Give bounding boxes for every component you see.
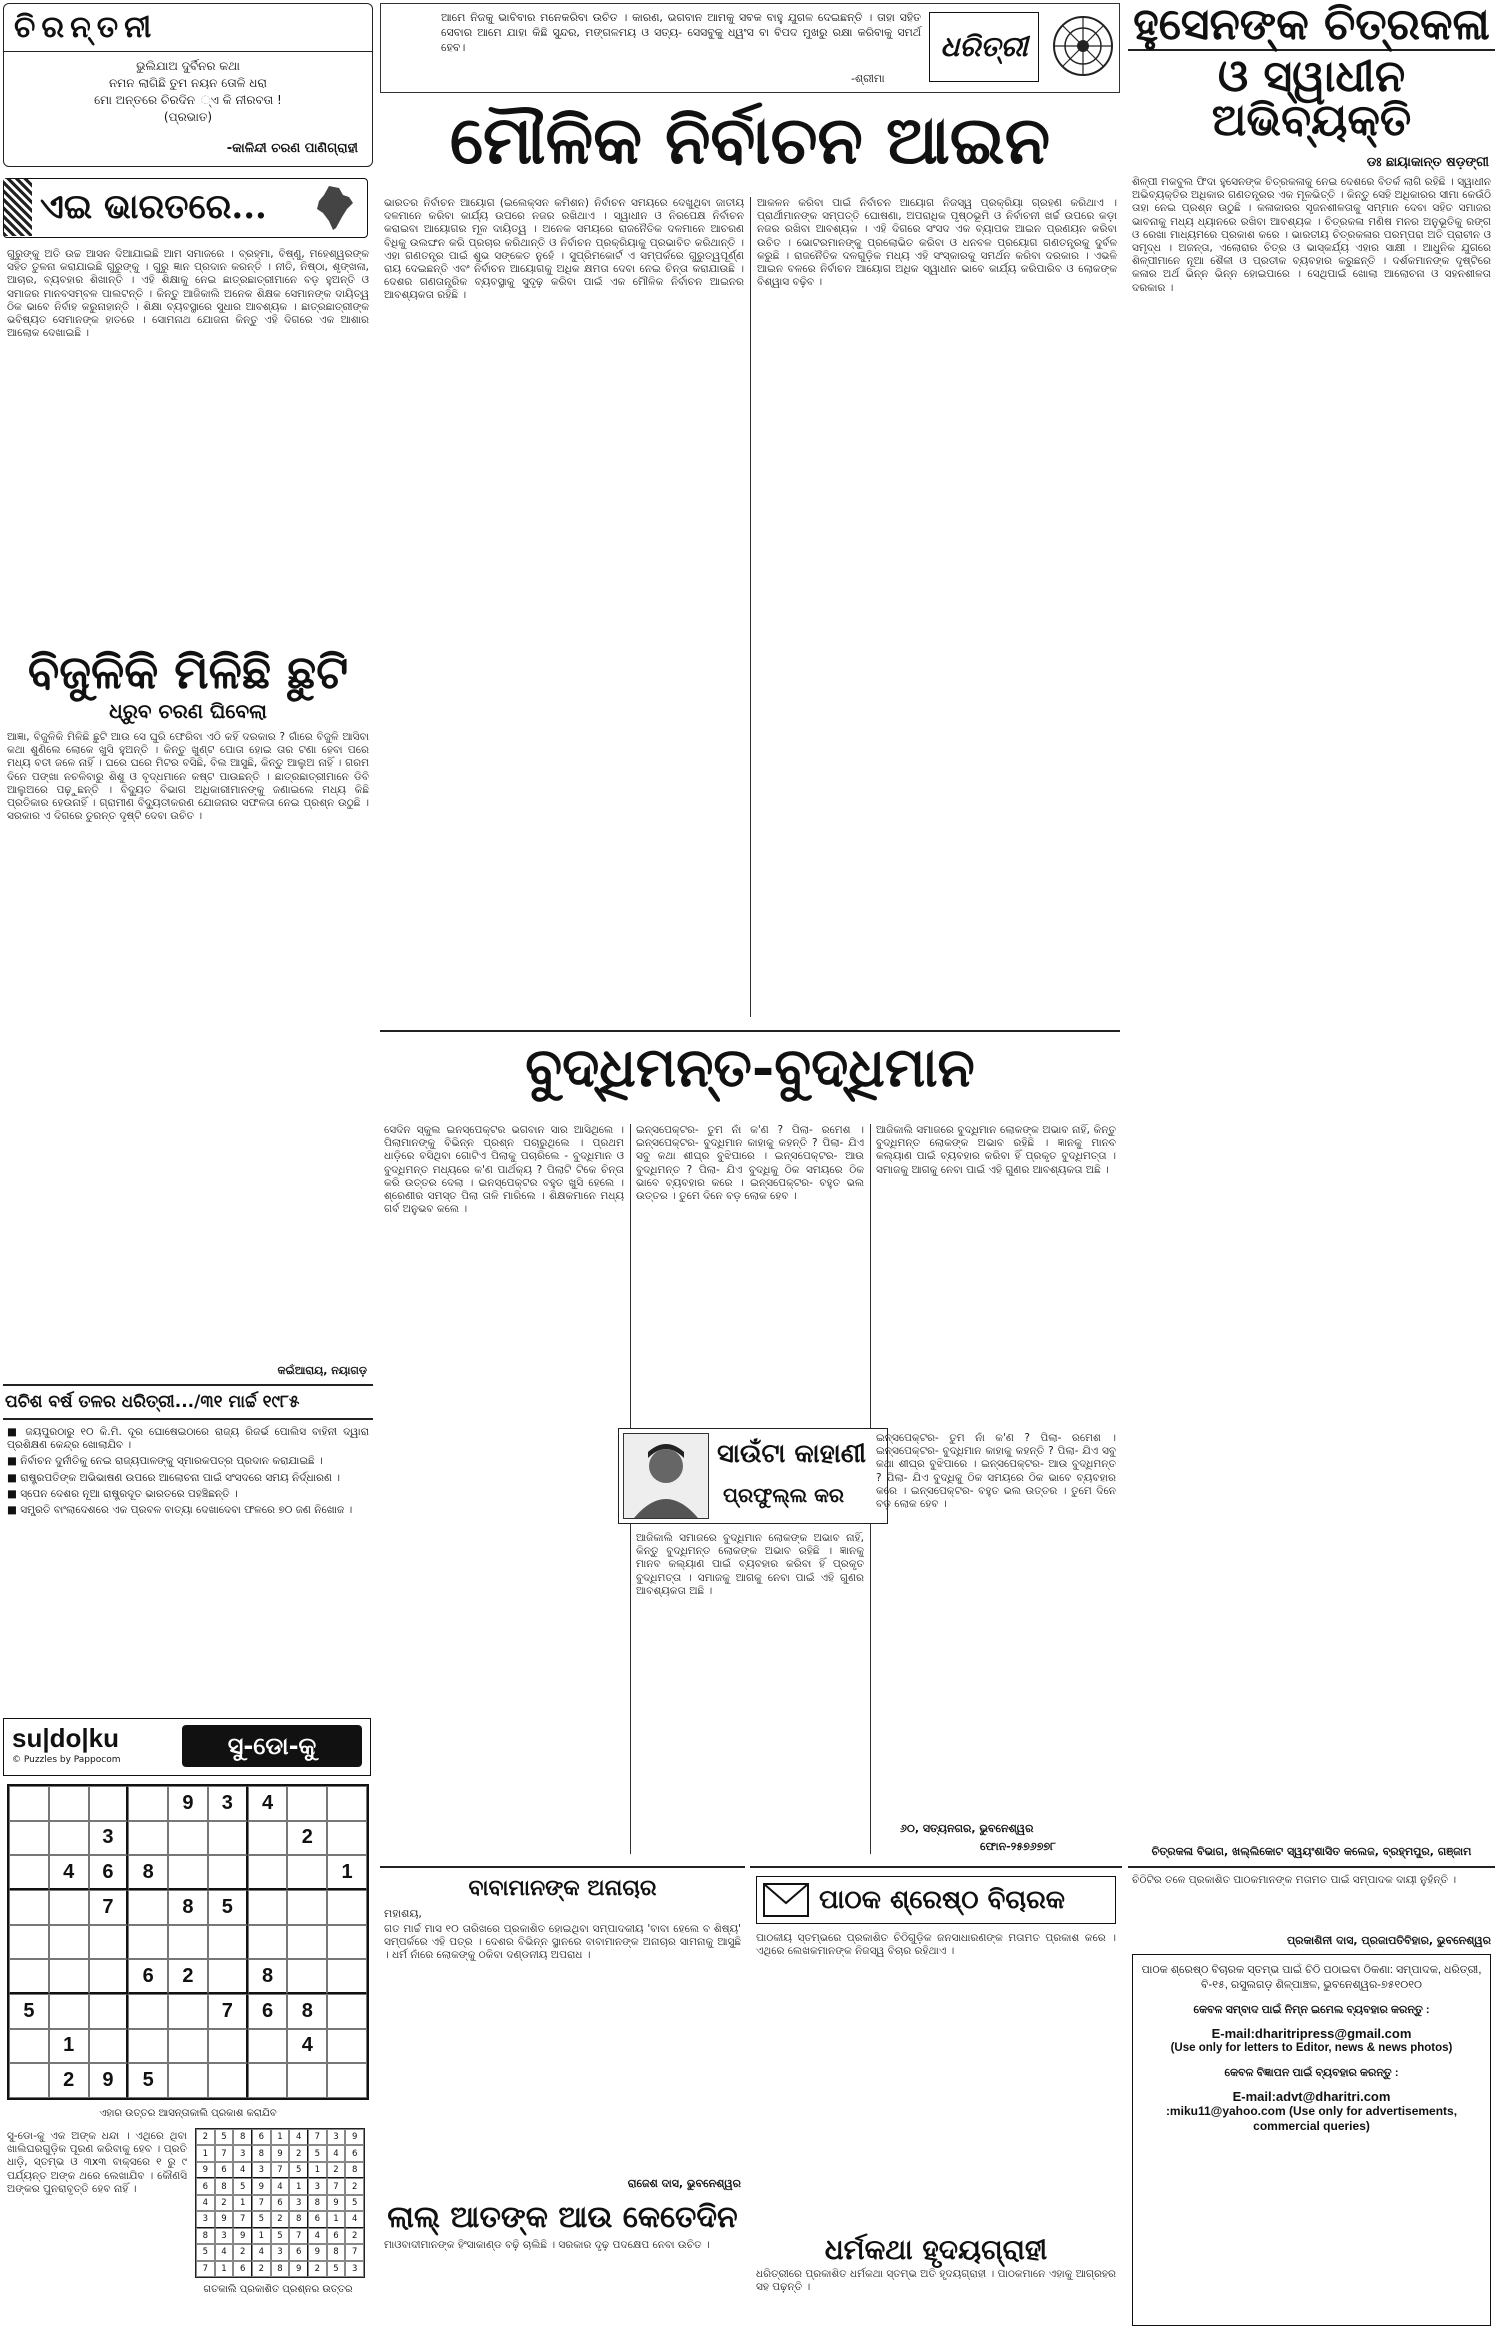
sudoku-cell[interactable]: [287, 2063, 327, 2098]
chirantani-title: ଚିରନ୍ତନୀ: [4, 4, 372, 52]
solution-cell: 1: [233, 2195, 252, 2211]
masthead: [380, 3, 1120, 93]
news-item-text: ରାଷ୍ଟ୍ରପତିଙ୍କ ଅଭିଭାଷଣ ଉପରେ ଆଲୋଚନା ପାଇଁ ସଂସଦରେ ସମୟ ନିର୍ଦ୍ଧାରଣ ।: [20, 1471, 340, 1484]
solution-cell: 6: [252, 2129, 271, 2145]
pachisha-list: [3, 1420, 373, 1526]
letter-salutation: ମହାଶୟ,: [384, 1907, 422, 1920]
solution-cell: 8: [252, 2145, 271, 2161]
sudoku-instructions: ସୁ-ଡୋ-କୁ ଏକ ଅଙ୍କ ଧନ୍ଦା । ଏଥିରେ ଥିବା ଖାଲିଘରଗୁଡ଼ିକ ପୂରଣ କରିବାକୁ ହେବ । ପ୍ରତି ଧାଡ଼ି, ସ୍ତମ୍ଭ ଓ ୩x୩ ବାକ୍ସରେ ୧ ରୁ ୯ ପର୍ଯ୍ୟନ୍ତ ଅଙ୍କ ଥରେ ଲେଖାଯିବ । କୌଣସି ଅଙ୍କର ପୁନରାବୃତ୍ତି ହେବ ନାହିଁ ।: [7, 2130, 187, 2195]
solution-cell: 3: [289, 2195, 308, 2211]
saunta-author: ପ୍ରଫୁଲ୍ଲ କର: [723, 1483, 845, 1507]
sudoku-cell[interactable]: 4: [248, 1786, 288, 1821]
solution-cell: 2: [289, 2145, 308, 2161]
solution-cell: 7: [196, 2261, 215, 2277]
letters-right: [750, 1866, 1122, 2336]
solution-cell: 9: [289, 2261, 308, 2277]
sudoku-cell[interactable]: [208, 1821, 248, 1856]
solution-cell: 1: [215, 2261, 234, 2277]
sudoku-cell[interactable]: [287, 1890, 327, 1925]
solution-cell: 9: [215, 2211, 234, 2227]
sudoku-cell[interactable]: [168, 1925, 208, 1960]
solution-cell: 2: [327, 2162, 346, 2178]
sudoku-cell[interactable]: 5: [128, 2063, 168, 2098]
sudoku-cell[interactable]: [287, 1855, 327, 1890]
sudoku-cell[interactable]: [168, 2063, 208, 2098]
letter-sub-title: ଲାଲ୍ ଆତଙ୍କ ଆଉ କେତେଦିନ: [387, 2200, 738, 2235]
art-author: ଡଃ ଛାୟାକାନ୍ତ ଷଡ଼ଙ୍ଗୀ: [1366, 155, 1489, 170]
art-body: ଶିଳ୍ପୀ ମକବୁଲ ଫିଦା ହୁସେନଙ୍କ ଚିତ୍ରକଳାକୁ ନେଇ ଦେଶରେ ବିତର୍କ ଲାଗି ରହିଛି । ସ୍ୱାଧୀନ ଅଭିବ୍ୟକ୍ତିର ଅଧିକାର ଗଣତନ୍ତ୍ରର ଏକ ମୂଳଭିତ୍ତି । କିନ୍ତୁ ସେହି ଅଧିକାରର ସୀମା କେଉଁଠି ତାହା ନେଇ ପ୍ରଶ୍ନ ଉଠୁଛି । କଳାକାରର ସୃଜନଶୀଳତାକୁ ସମ୍ମାନ ଦେବା ସହିତ ସମାଜର ଭାବନାକୁ ମଧ୍ୟ ଧ୍ୟାନରେ ରଖିବା ଆବଶ୍ୟକ । ଚିତ୍ରକଳା ମଣିଷ ମନର ଅନୁଭୂତିକୁ ରଙ୍ଗ ଓ ରେଖା ମାଧ୍ୟମରେ ପ୍ରକାଶ କରେ । ଭାରତୀୟ ଚିତ୍ରକଳାର ପରମ୍ପରା ଅତି ପ୍ରାଚୀନ ଓ ସମୃଦ୍ଧ । ଅଜନ୍ତା, ଏଲୋରାର ଚିତ୍ର ଓ ଭାସ୍କର୍ଯ୍ୟ ଏହାର ସାକ୍ଷୀ । ଆଧୁନିକ ଯୁଗରେ ଶିଳ୍ପୀମାନେ ନୂଆ ଶୈଳୀ ଓ ପ୍ରତୀକ ବ୍ୟବହାର କରୁଛନ୍ତି । ଦର୍ଶକମାନଙ୍କ ଦୃଷ୍ଟିରେ କଳାର ଅର୍ଥ ଭିନ୍ନ ଭିନ୍ନ ହୋଇପାରେ । ସେଥିପାଇଁ ଖୋଲା ଆଲୋଚନା ଓ ସହନଶୀଳତା ଦରକାର ।: [1132, 176, 1491, 294]
solution-cell: 8: [345, 2162, 364, 2178]
solution-cell: 4: [345, 2211, 364, 2227]
ei-bharatare-section: [3, 172, 373, 642]
solution-cell: 3: [327, 2129, 346, 2145]
sudoku-cell[interactable]: [287, 1925, 327, 1960]
solution-cell: 3: [215, 2228, 234, 2244]
contact-ad-label: କେବଳ ବିଜ୍ଞାପନ ପାଇଁ ବ୍ୟବହାର କରନ୍ତୁ :: [1224, 2067, 1399, 2079]
sudoku-cell[interactable]: [9, 2063, 49, 2098]
verse-line: ମୋ ଅନ୍ତରେ ଚିରଦିନ ୍ଏ କି ନୀରବତା !: [94, 93, 282, 107]
author-photo: [623, 1433, 709, 1519]
letter-sender: ରାଜେଶ ଦାସ, ଭୁବନେଶ୍ୱର: [627, 2177, 741, 2190]
solution-cell: 7: [271, 2162, 290, 2178]
sudoku-cell[interactable]: [49, 1959, 89, 1994]
editorial-col: ଆକଳନ କରିବା ପାଇଁ ନିର୍ବାଚନ ଆୟୋଗ ନିଜସ୍ୱ ପ୍ରକ୍ରିୟା ଗ୍ରହଣ କରିଥାଏ । ପ୍ରାର୍ଥୀମାନଙ୍କ ସମ୍ପତ୍ତି ଘୋଷଣା, ଅପରାଧିକ ପୃଷ୍ଠଭୂମି ଓ ନିର୍ବାଚନୀ ଖର୍ଚ୍ଚ ଉପରେ କଡ଼ା ନଜର ରଖିବା ଆବଶ୍ୟକ । ଏହି ଦିଗରେ ସଂସଦ ଏକ ବ୍ୟାପକ ଆଇନ ପ୍ରଣୟନ କରିବା ଉଚିତ । ଭୋଟରମାନଙ୍କୁ ପ୍ରଲୋଭିତ କରିବା ଓ ଧନବଳ ପ୍ରୟୋଗ ଗଣତନ୍ତ୍ରକୁ ଦୁର୍ବଳ କରୁଛି । ରାଜନୈତିକ ଦଳଗୁଡ଼ିକ ମଧ୍ୟ ଏହି ସଂସ୍କାରକୁ ସମର୍ଥନ କରିବା ଦରକାର । ଏଭଳି ଆଇନ ବଳରେ ନିର୍ବାଚନ ଆୟୋଗ ଅଧିକ ସ୍ୱାଧୀନ ଭାବେ କାର୍ଯ୍ୟ କରିପାରିବ ଓ ଲୋକଙ୍କ ବିଶ୍ୱାସ ବଢ଼ିବ ।: [757, 197, 1117, 289]
story-phone: ଫୋନ-୨୫୭୬୭୭୮: [980, 1840, 1056, 1853]
story-col: ଇନ୍ସପେକ୍ଟର- ତୁମ ନାଁ କ'ଣ ? ପିଲା- ରମେଶ । ଇନ୍ସପେକ୍ଟର- ବୁଦ୍ଧିମାନ କାହାକୁ କହନ୍ତି ? ପିଲା- ଯିଏ ସବୁ କଥା ଶୀଘ୍ର ବୁଝିପାରେ । ଇନ୍ସପେକ୍ଟର- ଆଉ ବୁଦ୍ଧିମନ୍ତ ? ପିଲା- ଯିଏ ବୁଦ୍ଧିକୁ ଠିକ ସମୟରେ ଠିକ ଭାବେ ବ୍ୟବହାର କରେ । ଇନ୍ସପେକ୍ଟର- ବହୁତ ଭଲ ଉତ୍ତର । ତୁମେ ଦିନେ ବଡ଼ ଲୋକ ହେବ ।: [636, 1124, 864, 1203]
sudoku-cell[interactable]: [168, 1994, 208, 2029]
bijuli-article: [3, 645, 373, 1380]
solution-cell: 8: [271, 2261, 290, 2277]
verse-line: ଭୁଲିଯାଅ ଦୁର୍ବିନର କଥା: [136, 59, 240, 73]
sudoku-cell[interactable]: 7: [89, 1890, 129, 1925]
sudoku-cell[interactable]: [89, 2029, 129, 2064]
logo-text: ଧରିତ୍ରୀ: [940, 30, 1028, 63]
solution-cell: 3: [196, 2211, 215, 2227]
solution-cell: 9: [345, 2129, 364, 2145]
contact-email-label: କେବଳ ସମ୍ବାଦ ପାଇଁ ନିମ୍ନ ଇମେଲ ବ୍ୟବହାର କରନ୍ତୁ :: [1193, 2004, 1430, 2016]
art-title-2: ଓ ସ୍ୱାଧୀନ ଅଭିବ୍ୟକ୍ତି: [1211, 51, 1412, 146]
sudoku-cell[interactable]: 6: [89, 1855, 129, 1890]
editorial-col: ଭାରତର ନିର୍ବାଚନ ଆୟୋଗ (ଇଲେକ୍ସନ କମିଶନ) ନିର୍ବାଚନ ସମୟରେ ଦେଖୁଥିବା ଜାତୀୟ ଦଳମାନେ କରିବା କାର୍ଯ୍ୟ ଉପରେ ନଜର ରଖିଥାଏ । ସ୍ୱାଧୀନ ଓ ନିରପେକ୍ଷ ନିର୍ବାଚନ କରାଇବା ଆୟୋଗର ମୂଳ ଦାୟିତ୍ୱ । ଅନେକ ସମୟରେ ରାଜନୈତିକ ଦଳମାନେ ଆଚରଣ ବିଧିକୁ ଉଲଙ୍ଘନ କରି ପ୍ରଚାର କରିଥାନ୍ତି ଓ ନିର୍ବାଚନ ପ୍ରକ୍ରିୟାକୁ ପ୍ରଭାବିତ କରିଥାନ୍ତି । ଏହା ଗଣତନ୍ତ୍ର ପାଇଁ ଶୁଭ ସଙ୍କେତ ନୁହେଁ । ସୁପ୍ରିମକୋର୍ଟ ଏ ସମ୍ପର୍କରେ ଗୁରୁତ୍ୱପୂର୍ଣ୍ଣ ରାୟ ଦେଇଛନ୍ତି ଏବଂ ନିର୍ବାଚନ ଆୟୋଗକୁ ଅଧିକ କ୍ଷମତା ଦେବା ନେଇ ଚିନ୍ତା କରାଯାଉଛି । ଦେଶର ଗଣତାନ୍ତ୍ରିକ ବ୍ୟବସ୍ଥାକୁ ସୁଦୃଢ଼ କରିବା ପାଇଁ ଏକ ମୌଳିକ ନିର୍ବାଚନ ଆଇନର ଆବଶ୍ୟକତା ରହିଛି ।: [384, 197, 744, 302]
contact-ad-email[interactable]: E-mail:advt@dharitri.com: [1232, 2089, 1391, 2104]
solution-cell: 4: [289, 2129, 308, 2145]
contact-ad-email-2[interactable]: :miku11@yahoo.com (Use only for advertisements, commercial queries): [1165, 2104, 1458, 2133]
solution-cell: 9: [252, 2178, 271, 2194]
logo-emblem-icon: [1051, 14, 1115, 78]
banner-text: ଏଇ ଭାରତରେ...: [40, 187, 267, 227]
sudoku-cell[interactable]: [89, 1994, 129, 2029]
sudoku-cell[interactable]: [208, 2029, 248, 2064]
pathaka-side-author: ପ୍ରକାଶିନୀ ଦାସ, ପ୍ରଜାପତିବିହାର, ଭୁବନେଶ୍ୱର: [1286, 1934, 1491, 1947]
solution-cell: 8: [327, 2244, 346, 2260]
sudoku-cell[interactable]: 7: [208, 1994, 248, 2029]
solution-cell: 9: [308, 2244, 327, 2260]
solution-cell: 5: [271, 2228, 290, 2244]
column-divider: [750, 197, 751, 1017]
sudoku-cell[interactable]: 8: [287, 1994, 327, 2029]
masthead-quote: ଆମେ ନିଜକୁ ଭାବିବାର ମନେକରିବା ଉଚିତ । କାରଣ, ଭଗବାନ ଆମକୁ ସବକ ବାହୁ ଯୁଗଳ ଦେଇଛନ୍ତି । ତାହା ସହିତ ସେବାର ଆମେ ଯାହା କିଛି ସୁନ୍ଦର, ମଙ୍ଗଳମୟ ଓ ସତ୍ୟ- ସେସବୁକୁ ଧ୍ୱଂସ ବା ବିପଦ ମୁଖରୁ ରକ୍ଷା କରିବାକୁ ସମର୍ଥ ହେବ।: [441, 11, 921, 54]
sudoku-cell[interactable]: [168, 2029, 208, 2064]
editorial-section: [380, 97, 1120, 1027]
chirantani-box: [3, 3, 373, 167]
sudoku-cell[interactable]: [49, 1890, 89, 1925]
saunta-title: ସାଉଁଟା କାହାଣୀ: [717, 1439, 867, 1469]
contact-email-note: (Use only for letters to Editor, news & news photos): [1170, 2042, 1453, 2054]
sudoku-solution-grid: [195, 2128, 365, 2278]
sudoku-cell[interactable]: 5: [208, 1890, 248, 1925]
solution-cell: 2: [345, 2178, 364, 2194]
sudoku-cell[interactable]: [327, 1959, 367, 1994]
solution-cell: 4: [215, 2244, 234, 2260]
sudoku-cell[interactable]: [128, 2029, 168, 2064]
solution-cell: 4: [233, 2162, 252, 2178]
solution-cell: 7: [289, 2228, 308, 2244]
solution-cell: 5: [327, 2261, 346, 2277]
story-col: ଆଜିକାଲି ସମାଜରେ ବୁଦ୍ଧିମାନ ଲୋକଙ୍କ ଅଭାବ ନାହିଁ, କିନ୍ତୁ ବୁଦ୍ଧିମନ୍ତ ଲୋକଙ୍କ ଅଭାବ ରହିଛି । ଜ୍ଞାନକୁ ମାନବ କଲ୍ୟାଣ ପାଇଁ ବ୍ୟବହାର କରିବା ହିଁ ପ୍ରକୃତ ବୁଦ୍ଧିମତ୍ତା । ସମାଜକୁ ଆଗକୁ ନେବା ପାଇଁ ଏହି ଗୁଣର ଆବଶ୍ୟକତା ଅଛି ।: [876, 1124, 1116, 1176]
buddhimanta-section: [380, 1030, 1120, 1860]
solution-cell: 7: [215, 2145, 234, 2161]
sudoku-cell[interactable]: [208, 1855, 248, 1890]
sudoku-cell[interactable]: 3: [89, 1821, 129, 1856]
solution-cell: 2: [215, 2195, 234, 2211]
sudoku-cell[interactable]: [89, 1959, 129, 1994]
news-item-text: ସ୍ପେନ ଦେଶର ନୂଆ ରାଷ୍ଟ୍ରଦୂତ ଭାରତରେ ପହଞ୍ଚିଛନ୍ତି ।: [20, 1487, 238, 1500]
solution-cell: 6: [308, 2211, 327, 2227]
masthead-quote-author: -ଶ୍ରୀମା: [851, 72, 885, 85]
contact-intro: ପାଠକ ଶ୍ରେଷ୍ଠ ବିଚାରକ ସ୍ତମ୍ଭ ପାଇଁ ଚିଠି ପଠାଇବା ଠିକଣା: ସମ୍ପାଦକ, ଧରିତ୍ରୀ, ବି-୧୫, ରସୁଲଗଡ଼ ଶିଳ୍ପାଞ୍ଚଳ, ଭୁବନେଶ୍ୱର-୭୫୧୦୧୦: [1141, 1964, 1482, 1991]
bijuli-author: ଧ୍ରୁବ ଚରଣ ଘିବେଲା: [109, 699, 267, 723]
solution-cell: 5: [233, 2178, 252, 2194]
letter-sub-body: ମାଓବାଦୀମାନଙ୍କ ହିଂସାକାଣ୍ଡ ବଢ଼ି ଚାଲିଛି । ସରକାର ଦୃଢ଼ ପଦକ୍ଷେପ ନେବା ଉଚିତ ।: [384, 2239, 710, 2251]
solution-cell: 2: [233, 2244, 252, 2260]
editorial-title: ମୌଳିକ ନିର୍ବାଚନ ଆଇନ: [449, 101, 1051, 179]
sudoku-cell[interactable]: 3: [208, 1786, 248, 1821]
solution-cell: 1: [327, 2211, 346, 2227]
bijuli-body: ଆଜ୍ଞା, ବିଜୁଳିକି ମିଳିଛି ଛୁଟି ଆଉ ସେ ଘୁରି ଫେରିବା ଏଠି କହିଁ ଦରକାର ? ଗାଁରେ ବିଜୁଳି ଆସିବା କଥା ଶୁଣିଲେ ଲୋକେ ଖୁସି ହୁଅନ୍ତି । କିନ୍ତୁ ଖୁଣ୍ଟ ପୋତା ହୋଇ ତାର ଟଣା ହେବା ପରେ ମଧ୍ୟ ବତୀ ଜଳେ ନାହିଁ । ଘରେ ଘରେ ମିଟର ବସିଛି, ବିଲ ଆସୁଛି, କିନ୍ତୁ ଆଲୁଅ ନାହିଁ । ଗରମ ଦିନେ ପଙ୍ଖା ନଚଳିବାରୁ ଶିଶୁ ଓ ବୃଦ୍ଧମାନେ କଷ୍ଟ ପାଉଛନ୍ତି । ଛାତ୍ରଛାତ୍ରୀମାନେ ଡିବି ଆଲୁଅରେ ପଢ଼ୁଛନ୍ତି । ବିଦ୍ୟୁତ ବିଭାଗ ଅଧିକାରୀମାନଙ୍କୁ ଜଣାଇଲେ ମଧ୍ୟ କିଛି ପ୍ରତିକାର ହେଉନାହିଁ । ଗ୍ରାମୀଣ ବିଦ୍ୟୁତୀକରଣ ଯୋଜନାର ସଫଳତା ନେଇ ପ୍ରଶ୍ନ ଉଠୁଛି । ସରକାର ଏ ଦିଗରେ ତୁରନ୍ତ ଦୃଷ୍ଟି ଦେବା ଉଚିତ ।: [7, 731, 369, 823]
pathaka-sub-body: ଧରିତ୍ରୀରେ ପ୍ରକାଶିତ ଧର୍ମକଥା ସ୍ତମ୍ଭ ଅତି ହୃଦୟଗ୍ରାହୀ । ପାଠକମାନେ ଏହାକୁ ଆଗ୍ରହର ସହ ପଢ଼ନ୍ତି ।: [756, 2268, 1116, 2294]
solution-cell: 3: [233, 2145, 252, 2161]
sudoku-cell[interactable]: 2: [287, 1821, 327, 1856]
sudoku-cell[interactable]: [248, 1890, 288, 1925]
solution-cell: 1: [196, 2145, 215, 2161]
solution-cell: 9: [233, 2228, 252, 2244]
sudoku-cell[interactable]: [208, 1925, 248, 1960]
solution-cell: 6: [233, 2261, 252, 2277]
solution-cell: 6: [215, 2162, 234, 2178]
art-title: ହୁସେନଙ୍କ ଚିତ୍ରକଳା: [1128, 3, 1495, 51]
sudoku-cell[interactable]: [327, 1994, 367, 2029]
solution-cell: 4: [196, 2195, 215, 2211]
sudoku-cell[interactable]: [168, 1855, 208, 1890]
letter-body: ଗତ ମାର୍ଚ୍ଚ ମାସ ୧୦ ତାରିଖରେ ପ୍ରକାଶିତ ହୋଇଥିବା ସମ୍ପାଦକୀୟ 'ବାବା ହେଲେ ବ ଶିଷ୍ୟ' ସମ୍ପର୍କରେ ଏହି ପତ୍ର । ଦେଶର ବିଭିନ୍ନ ସ୍ଥାନରେ ବାବାମାନଙ୍କ ଅନାଚାର ସାମନାକୁ ଆସୁଛି । ଧର୍ମ ନାଁରେ ଲୋକଙ୍କୁ ଠକିବା ଦଣ୍ଡନୀୟ ଅପରାଧ ।: [384, 1923, 741, 1962]
news-item: ■ ସମ୍ପ୍ରତି ବାଂଲାଦେଶରେ ଏକ ପ୍ରବଳ ବାତ୍ୟା ଦେଖାଦେବା ଫଳରେ ୭୦ ଜଣ ନିଖୋଜ ।: [7, 1504, 353, 1517]
sudoku-cell[interactable]: [49, 1925, 89, 1960]
solution-cell: 2: [308, 2261, 327, 2277]
pathaka-side: [1128, 1866, 1495, 2336]
sudoku-cell[interactable]: [287, 1959, 327, 1994]
sudoku-title: ସୁ-ଡୋ-କୁ: [182, 1725, 362, 1767]
sudoku-cell[interactable]: [208, 2063, 248, 2098]
sudoku-cell[interactable]: [248, 2063, 288, 2098]
sudoku-cell[interactable]: [128, 1786, 168, 1821]
sudoku-cell[interactable]: [89, 1786, 129, 1821]
solution-cell: 7: [308, 2129, 327, 2145]
solution-cell: 1: [271, 2129, 290, 2145]
sudoku-cell[interactable]: [327, 1890, 367, 1925]
solution-cell: 1: [308, 2162, 327, 2178]
news-item-text: ସମ୍ପ୍ରତି ବାଂଲାଦେଶରେ ଏକ ପ୍ରବଳ ବାତ୍ୟା ଦେଖାଦେବା ଫଳରେ ୭୦ ଜଣ ନିଖୋଜ ।: [20, 1504, 353, 1517]
solution-cell: 3: [345, 2261, 364, 2277]
sudoku-cell[interactable]: [9, 1786, 49, 1821]
sudoku-cell[interactable]: [128, 1994, 168, 2029]
art-footer: ଚିତ୍ରକଳା ବିଭାଗ, ଖଲ୍ଲିକୋଟ ସ୍ୱୟଂଶାସିତ କଲେଜ, ବ୍ରହ୍ମପୁର, ଗଞ୍ଜାମ: [1151, 1845, 1472, 1858]
sudoku-caption: ଏହାର ଉତ୍ତର ଆସନ୍ତାକାଲି ପ୍ରକାଶ କରାଯିବ: [99, 2108, 277, 2119]
solution-cell: 6: [196, 2178, 215, 2194]
solution-caption: ଗତକାଲି ପ୍ରକାଶିତ ପ୍ରଶ୍ନର ଉତ୍ତର: [203, 2284, 353, 2295]
news-item: ■ ନିର୍ବାଚନ ଦୁର୍ନୀତିକୁ ନେଇ ରାଜ୍ୟପାଳଙ୍କୁ ସ୍ମାରକପତ୍ର ପ୍ରଦାନ କରାଯାଇଛି ।: [7, 1455, 323, 1468]
solution-cell: 8: [196, 2228, 215, 2244]
ei-bharatare-banner: [3, 178, 368, 238]
contact-box: [1132, 1954, 1491, 2326]
sudoku-cell[interactable]: [9, 1890, 49, 1925]
solution-cell: 2: [345, 2228, 364, 2244]
sudoku-cell[interactable]: 1: [327, 1855, 367, 1890]
sudoku-cell[interactable]: [248, 2029, 288, 2064]
sudoku-cell[interactable]: [248, 1925, 288, 1960]
saunta-box: [618, 1428, 888, 1524]
pathaka-sub-title: ଧର୍ମକଥା ହୃଦୟଗ୍ରାହୀ: [824, 2233, 1048, 2266]
buddhimanta-title: ବୁଦ୍ଧିମନ୍ତ-ବୁଦ୍ଧିମାନ: [525, 1035, 975, 1099]
solution-cell: 5: [289, 2162, 308, 2178]
chirantani-author: -କାଳିନ୍ଦୀ ଚରଣ ପାଣିଗ୍ରାହୀ: [226, 141, 358, 156]
solution-cell: 4: [308, 2228, 327, 2244]
solution-cell: 2: [271, 2211, 290, 2227]
sudoku-cell[interactable]: [9, 1925, 49, 1960]
envelope-icon: [763, 1883, 809, 1921]
sudoku-cell[interactable]: 4: [287, 2029, 327, 2064]
sudoku-cell[interactable]: [327, 1925, 367, 1960]
solution-cell: 8: [289, 2211, 308, 2227]
sudoku-cell[interactable]: [327, 2029, 367, 2064]
news-item: ■ ସ୍ପେନ ଦେଶର ନୂଆ ରାଷ୍ଟ୍ରଦୂତ ଭାରତରେ ପହଞ୍ଚିଛନ୍ତି ।: [7, 1487, 238, 1500]
story-col: ଆଜିକାଲି ସମାଜରେ ବୁଦ୍ଧିମାନ ଲୋକଙ୍କ ଅଭାବ ନାହିଁ, କିନ୍ତୁ ବୁଦ୍ଧିମନ୍ତ ଲୋକଙ୍କ ଅଭାବ ରହିଛି । ଜ୍ଞାନକୁ ମାନବ କଲ୍ୟାଣ ପାଇଁ ବ୍ୟବହାର କରିବା ହିଁ ପ୍ରକୃତ ବୁଦ୍ଧିମତ୍ତା । ସମାଜକୁ ଆଗକୁ ନେବା ପାଇଁ ଏହି ଗୁଣର ଆବଶ୍ୟକତା ଅଛି ।: [636, 1532, 864, 1597]
solution-cell: 6: [289, 2244, 308, 2260]
sudoku-cell[interactable]: [248, 1821, 288, 1856]
solution-cell: 5: [308, 2145, 327, 2161]
sudoku-grid[interactable]: [7, 1784, 369, 2100]
solution-cell: 5: [345, 2195, 364, 2211]
sudoku-cell[interactable]: [49, 1994, 89, 2029]
verse-line: (ପ୍ରଭାତ): [163, 110, 213, 124]
solution-cell: 9: [271, 2145, 290, 2161]
solution-cell: 5: [196, 2244, 215, 2260]
ei-bharatare-body: ଗୁରୁଙ୍କୁ ଅତି ଉଚ୍ଚ ଆସନ ଦିଆଯାଇଛି ଆମ ସମାଜରେ । ବ୍ରହ୍ମା, ବିଷ୍ଣୁ, ମହେଶ୍ୱରଙ୍କ ସହିତ ତୁଳନା କରାଯାଇଛି ଗୁରୁଙ୍କୁ । ଗୁରୁ ଜ୍ଞାନ ପ୍ରଦାନ କରନ୍ତି । ନୀତି, ନିଷ୍ଠା, ଶୃଙ୍ଖଳା, ଆଚାର, ବ୍ୟବହାର ଶିଖାନ୍ତି । ଏହି ଶିକ୍ଷାକୁ ନେଇ ଛାତ୍ରଛାତ୍ରୀମାନେ ବଡ଼ ହୁଅନ୍ତି ଓ ସମାଜର ମାନବସମ୍ବଳ ପାଲଟନ୍ତି । କିନ୍ତୁ ଆଜିକାଲି ଅନେକ ଶିକ୍ଷକ ସେମାନଙ୍କ ଦାୟିତ୍ୱ ଠିକ ଭାବେ ନିର୍ବାହ କରୁନାହାନ୍ତି । ଶିକ୍ଷା ବ୍ୟବସ୍ଥାରେ ସୁଧାର ଆବଶ୍ୟକ । ଛାତ୍ରଛାତ୍ରୀଙ୍କ ଭବିଷ୍ୟତ ସେମାନଙ୍କ ହାତରେ । ସୋମନାଥ ଯୋଜନା କିନ୍ତୁ ଏହି ଦିଗରେ ଏକ ଆଶାର ଆଲୋକ ଦେଖାଇଛି ।: [7, 248, 369, 340]
sudoku-cell[interactable]: [327, 2063, 367, 2098]
sudoku-cell[interactable]: [128, 1821, 168, 1856]
sudoku-cell[interactable]: [327, 1821, 367, 1856]
story-col: ସେଦିନ ସ୍କୁଲ ଇନସ୍ପେକ୍ଟର ଭଗବାନ ସାର ଆସିଥିଲେ । ପିଲାମାନଙ୍କୁ ବିଭିନ୍ନ ପ୍ରଶ୍ନ ପଚାରୁଥିଲେ । ପ୍ରଥମ ଧାଡ଼ିରେ ବସିଥିବା ଗୋଟିଏ ପିଲାକୁ ପଚାରିଲେ - ବୁଦ୍ଧିମାନ ଓ ବୁଦ୍ଧିମନ୍ତ ମଧ୍ୟରେ କ'ଣ ପାର୍ଥକ୍ୟ ? ପିଲାଟି ଟିକେ ଚିନ୍ତା କରି ଉତ୍ତର ଦେଲା । ଇନସ୍ପେକ୍ଟର ବହୁତ ଖୁସି ହେଲେ । ଶ୍ରେଣୀର ସମସ୍ତ ପିଲା ତାଳି ମାରିଲେ । ଶିକ୍ଷକମାନେ ମଧ୍ୟ ଗର୍ବ ଅନୁଭବ କଲେ ।: [384, 1124, 624, 1216]
solution-cell: 5: [252, 2211, 271, 2227]
sudoku-cell[interactable]: 9: [89, 2063, 129, 2098]
solution-cell: 7: [233, 2211, 252, 2227]
solution-cell: 4: [271, 2178, 290, 2194]
pathaka-body: ପାଠକୀୟ ସ୍ତମ୍ଭରେ ପ୍ରକାଶିତ ଚିଠିଗୁଡ଼ିକ ଜନସାଧାରଣଙ୍କ ମତାମତ ପ୍ରକାଶ କରେ । ଏଥିରେ ଲେଖକମାନଙ୍କ ନିଜସ୍ୱ ବିଚାର ରହିଥାଏ ।: [756, 1932, 1116, 1958]
contact-email[interactable]: E-mail:dharitripress@gmail.com: [1211, 2026, 1412, 2041]
sudoku-cell[interactable]: [287, 1786, 327, 1821]
india-map-icon: [309, 183, 359, 233]
verse-line: ନମନ ଲାଗିଛି ତୁମ ନୟନ ତୋଳି ଧରା: [109, 76, 267, 90]
sudoku-cell[interactable]: 2: [168, 1959, 208, 1994]
sudoku-cell[interactable]: 4: [49, 1855, 89, 1890]
sudoku-cell[interactable]: 6: [248, 1994, 288, 2029]
sudoku-cell[interactable]: [89, 1925, 129, 1960]
sudoku-cell[interactable]: [49, 1821, 89, 1856]
solution-cell: 7: [252, 2195, 271, 2211]
solution-cell: 6: [345, 2145, 364, 2161]
sudoku-cell[interactable]: [49, 1786, 89, 1821]
sudoku-cell[interactable]: 5: [9, 1994, 49, 2029]
sudoku-cell[interactable]: [327, 1786, 367, 1821]
solution-cell: 9: [327, 2195, 346, 2211]
sudoku-cell[interactable]: 8: [248, 1959, 288, 1994]
sudoku-cell[interactable]: 8: [168, 1890, 208, 1925]
sudoku-cell[interactable]: 1: [49, 2029, 89, 2064]
sudoku-cell[interactable]: [208, 1959, 248, 1994]
chirantani-verse: [4, 52, 372, 126]
solution-cell: 5: [215, 2129, 234, 2145]
pathaka-side-text: ଚିଠିଟିର ତଳେ ପ୍ରକାଶିତ ପାଠକମାନଙ୍କ ମତାମତ ପାଇଁ ସମ୍ପାଦକ ଦାୟୀ ନୁହଁନ୍ତି ।: [1132, 1874, 1457, 1886]
sudoku-cell[interactable]: [128, 1890, 168, 1925]
pachisha-title: ପଚିଶ ବର୍ଷ ତଳର ଧରିତ୍ରୀ.../୩୧ ମାର୍ଚ୍ଚ ୧୯୮୫: [3, 1384, 373, 1420]
story-col: ଇନ୍ସପେକ୍ଟର- ତୁମ ନାଁ କ'ଣ ? ପିଲା- ରମେଶ । ଇନ୍ସପେକ୍ଟର- ବୁଦ୍ଧିମାନ କାହାକୁ କହନ୍ତି ? ପିଲା- ଯିଏ ସବୁ କଥା ଶୀଘ୍ର ବୁଝିପାରେ । ଇନ୍ସପେକ୍ଟର- ଆଉ ବୁଦ୍ଧିମନ୍ତ ? ପିଲା- ଯିଏ ବୁଦ୍ଧିକୁ ଠିକ ସମୟରେ ଠିକ ଭାବେ ବ୍ୟବହାର କରେ । ଇନ୍ସପେକ୍ଟର- ବହୁତ ଭଲ ଉତ୍ତର । ତୁମେ ଦିନେ ବଡ଼ ଲୋକ ହେବ ।: [876, 1432, 1116, 1511]
solution-cell: 1: [289, 2178, 308, 2194]
sudoku-brand-sub: © Puzzles by Pappocom: [12, 1755, 121, 1765]
solution-cell: 3: [271, 2244, 290, 2260]
bijuli-place: କଇଁଆରାୟ, ନୟାଗଡ଼: [277, 1364, 367, 1377]
sudoku-cell[interactable]: [9, 1821, 49, 1856]
sudoku-cell[interactable]: [9, 2029, 49, 2064]
news-item: ■ ଜୟପୁରଠାରୁ ୧୦ କି.ମି. ଦୂର ଘୋଷେଇଠାରେ ରାଜ୍ୟ ରିଜର୍ଭ ପୋଲିସ ବାହିନୀ ଦ୍ୱାରା ପ୍ରଶିକ୍ଷଣ କେନ୍ଦ୍ର ଖୋଲାଯିବ ।: [7, 1426, 370, 1452]
bijuli-title: ବିଜୁଳିକି ମିଳିଛି ଛୁଟି: [27, 645, 349, 699]
sudoku-cell[interactable]: 9: [168, 1786, 208, 1821]
solution-cell: 6: [327, 2228, 346, 2244]
solution-cell: 1: [252, 2228, 271, 2244]
sudoku-section: [3, 1718, 373, 2336]
news-item-text: ଜୟପୁରଠାରୁ ୧୦ କି.ମି. ଦୂର ଘୋଷେଇଠାରେ ରାଜ୍ୟ ରିଜର୍ଭ ପୋଲିସ ବାହିନୀ ଦ୍ୱାରା ପ୍ରଶିକ୍ଷଣ କେନ୍ଦ୍ର ଖୋଲାଯିବ ।: [7, 1426, 370, 1452]
art-article: [1128, 3, 1495, 1863]
solution-cell: 4: [252, 2244, 271, 2260]
dharitri-logo: [929, 12, 1039, 82]
solution-cell: 7: [345, 2244, 364, 2260]
sudoku-cell[interactable]: 8: [128, 1855, 168, 1890]
solution-cell: 3: [308, 2178, 327, 2194]
solution-cell: 9: [196, 2162, 215, 2178]
solution-cell: 7: [327, 2178, 346, 2194]
solution-cell: 8: [233, 2129, 252, 2145]
sudoku-header: [3, 1718, 371, 1776]
sudoku-cell[interactable]: [9, 1855, 49, 1890]
sudoku-cell[interactable]: 2: [49, 2063, 89, 2098]
letter-title: ବାବାମାନଙ୍କ ଅନାଚାର: [468, 1876, 657, 1901]
solution-cell: 6: [271, 2195, 290, 2211]
solution-cell: 8: [215, 2178, 234, 2194]
pachisha-section: [3, 1384, 373, 1714]
letters-left: [380, 1866, 745, 2336]
story-place: ୬୦, ସତ୍ୟନଗର, ଭୁବନେଶ୍ୱର: [900, 1822, 1034, 1835]
solution-cell: 2: [196, 2129, 215, 2145]
solution-cell: 4: [327, 2145, 346, 2161]
sudoku-cell[interactable]: [248, 1855, 288, 1890]
pathaka-banner: [756, 1876, 1116, 1924]
solution-cell: 2: [252, 2261, 271, 2277]
sudoku-cell[interactable]: [168, 1821, 208, 1856]
sudoku-cell[interactable]: [9, 1959, 49, 1994]
solution-cell: 3: [252, 2162, 271, 2178]
banner-shade: [4, 179, 32, 236]
pathaka-title: ପାଠକ ଶ୍ରେଷ୍ଠ ବିଚାରକ: [819, 1885, 1066, 1915]
sudoku-brand: su|do|ku: [12, 1723, 119, 1753]
news-item: ■ ରାଷ୍ଟ୍ରପତିଙ୍କ ଅଭିଭାଷଣ ଉପରେ ଆଲୋଚନା ପାଇଁ ସଂସଦରେ ସମୟ ନିର୍ଦ୍ଧାରଣ ।: [7, 1471, 340, 1484]
solution-cell: 8: [308, 2195, 327, 2211]
sudoku-cell[interactable]: 6: [128, 1959, 168, 1994]
news-item-text: ନିର୍ବାଚନ ଦୁର୍ନୀତିକୁ ନେଇ ରାଜ୍ୟପାଳଙ୍କୁ ସ୍ମାରକପତ୍ର ପ୍ରଦାନ କରାଯାଇଛି ।: [20, 1455, 323, 1468]
sudoku-cell[interactable]: [128, 1925, 168, 1960]
